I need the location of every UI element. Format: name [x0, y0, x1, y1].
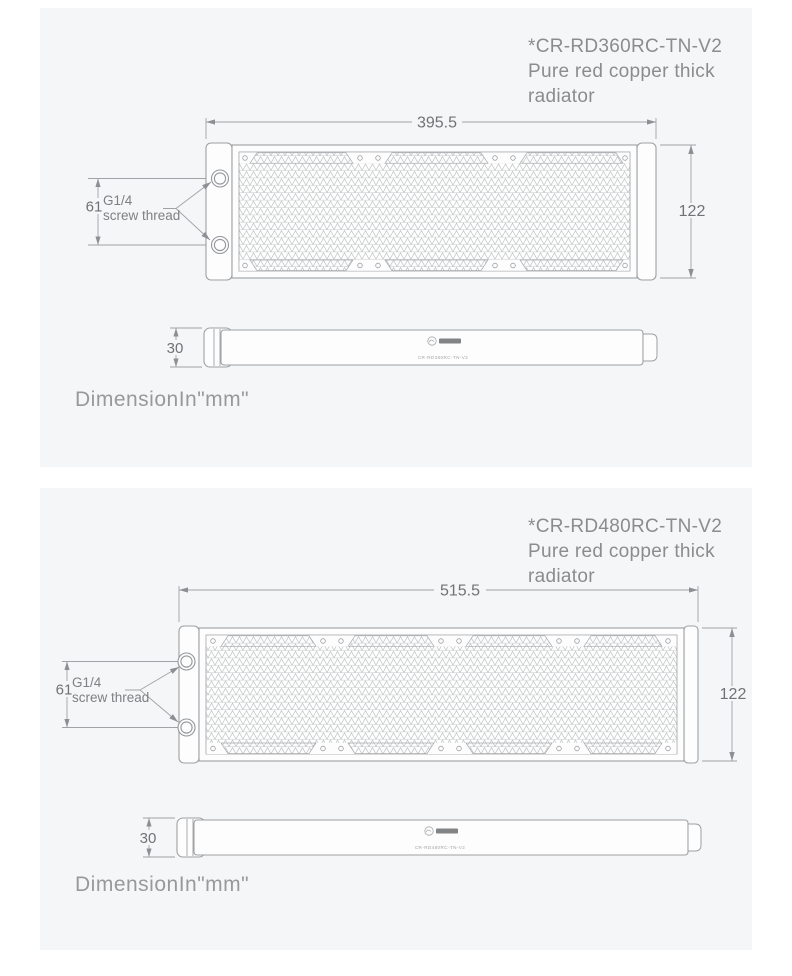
product-panel-rd480 [40, 488, 752, 950]
product-desc-line2: radiator [528, 566, 595, 587]
height-value: 122 [678, 203, 706, 220]
length-value: 515.5 [439, 582, 481, 600]
left-tank [179, 626, 199, 763]
length-dimension [206, 113, 656, 139]
length-value: 395.5 [416, 114, 458, 132]
product-model: *CR-RD480RC-TN-V2 [528, 516, 723, 537]
product-desc-line1: Pure red copper thick [528, 61, 715, 82]
fin-mesh [239, 152, 630, 271]
thread-label-line2: screw thread [72, 690, 150, 705]
dimension-note: DimensionIn"mm" [75, 873, 250, 896]
product-panel-rd360 [40, 8, 752, 467]
height-value: 122 [719, 686, 747, 703]
product-desc-line2: radiator [528, 86, 595, 107]
front-view [178, 626, 698, 763]
height-dimension [660, 145, 706, 278]
thread-label-line1: G1/4 [72, 675, 102, 690]
port-callout [72, 665, 180, 725]
side-end-nub [688, 824, 701, 851]
thickness-value: 30 [166, 340, 184, 357]
thread-label-line1: G1/4 [103, 193, 133, 208]
right-tank [637, 143, 656, 280]
side-view [136, 818, 701, 857]
side-model-label: CR-RD360RC-TN-V2 [417, 355, 469, 360]
front-view [206, 143, 656, 280]
height-dimension [702, 628, 747, 761]
fin-mesh [206, 635, 677, 754]
dimension-note: DimensionIn"mm" [75, 388, 250, 411]
port-spacing-value: 61 [55, 681, 73, 699]
right-tank [684, 626, 698, 763]
side-view [163, 328, 657, 367]
length-dimension [179, 581, 698, 622]
port-callout [103, 180, 213, 242]
product-desc-line1: Pure red copper thick [528, 541, 715, 562]
side-end-nub [643, 334, 657, 361]
left-tank [206, 143, 232, 280]
thread-label-line2: screw thread [103, 208, 181, 223]
thickness-value: 30 [139, 830, 157, 847]
port-spacing-value: 61 [85, 198, 103, 216]
side-model-label: CR-RD480RC-TN-V2 [414, 845, 466, 850]
product-model: *CR-RD360RC-TN-V2 [528, 36, 723, 57]
